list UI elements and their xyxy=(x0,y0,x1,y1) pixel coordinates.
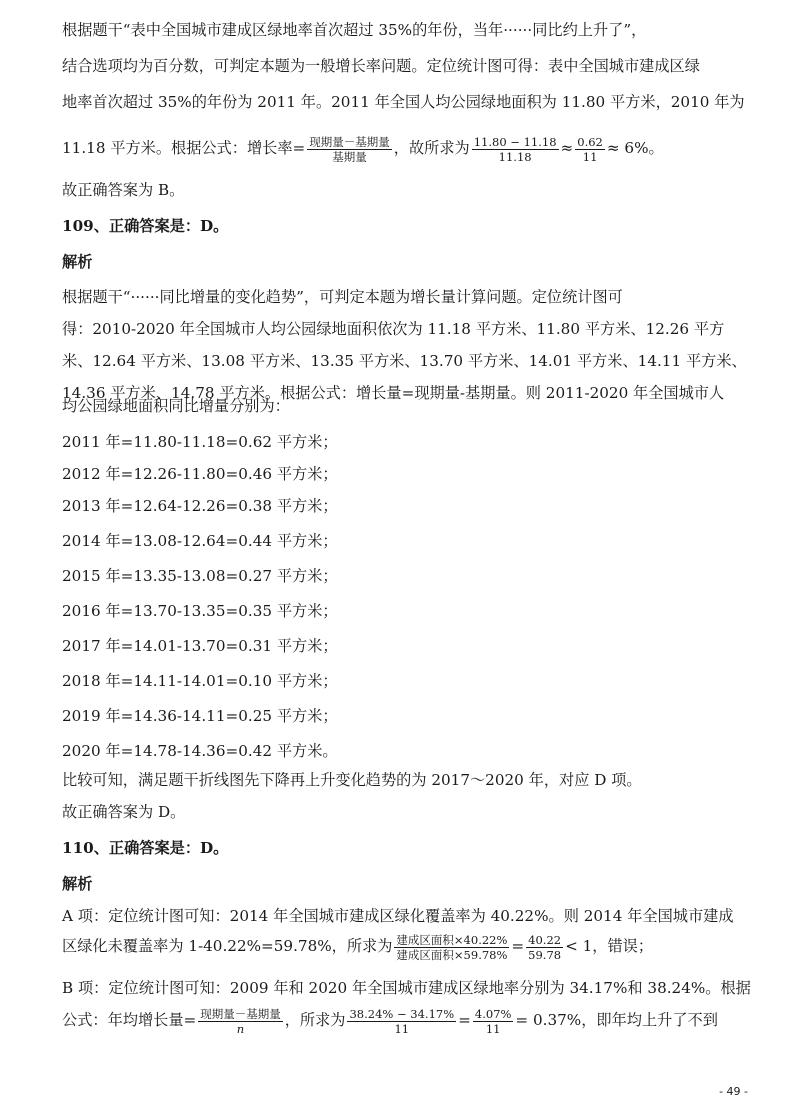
equals-sign: = xyxy=(511,937,525,955)
list-item: 2013 年=12.64-12.26=0.38 平方米； xyxy=(62,497,338,515)
paragraph-line: 比较可知，满足题干折线图先下降再上升变化趋势的为 2017～2020 年，对应 D 项。 xyxy=(62,771,642,789)
formula-text: 11.18 平方米。根据公式：增长率= xyxy=(62,139,306,157)
fraction-numerator: 现期量－基期量 xyxy=(309,134,390,149)
paragraph-line: 根据题干“表中全国城市建成区绿地率首次超过 35%的年份，当年······同比约上升了”， xyxy=(62,21,647,39)
formula-line xyxy=(62,930,653,962)
formula-line xyxy=(62,1004,718,1036)
result-text: = 0.37%，即年均上升了不到 xyxy=(515,1011,718,1029)
fraction-numerator: 40.22 xyxy=(528,932,562,947)
growth-rate-formula xyxy=(307,135,392,164)
result-text: < 1，错误； xyxy=(565,937,654,955)
fraction-numerator: 现期量－基期量 xyxy=(200,1006,281,1021)
list-item: 2018 年=14.11-14.01=0.10 平方米； xyxy=(62,672,338,690)
calc-fraction xyxy=(347,1007,456,1036)
fraction-denominator: 11.18 xyxy=(498,149,532,164)
paragraph-line: A 项：定位统计图可知：2014 年全国城市建成区绿化覆盖率为 40.22%。则 2014 年全国城市建成 xyxy=(62,907,734,925)
formula-text: 区绿化未覆盖率为 1-40.22%=59.78%，所求为 xyxy=(62,937,393,955)
paragraph-line: 米、12.64 平方米、13.08 平方米、13.35 平方米、13.70 平方米、14.01 平方米、14.11 平方米、 xyxy=(62,352,747,370)
equals-sign: = xyxy=(458,1011,471,1029)
fraction-numerator: 11.80 − 11.18 xyxy=(473,134,557,149)
formula-text: ，故所求为 xyxy=(393,139,470,157)
paragraph-line: 地率首次超过 35%的年份为 2011 年。2011 年全国人均公园绿地面积为 11.80 平方米，2010 年为 xyxy=(62,93,745,111)
paragraph-line: 均公园绿地面积同比增量分别为： xyxy=(62,397,290,415)
annual-increase-formula xyxy=(198,1007,283,1036)
answer-line: 故正确答案为 D。 xyxy=(62,803,186,821)
fraction-numerator: 0.62 xyxy=(577,134,603,149)
list-item: 2012 年=12.26-11.80=0.46 平方米； xyxy=(62,465,338,483)
calc-fraction xyxy=(472,135,559,164)
list-item: 2019 年=14.36-14.11=0.25 平方米； xyxy=(62,707,338,725)
fraction-numerator: 建成区面积×40.22% xyxy=(396,932,508,947)
fraction-numerator: 4.07% xyxy=(474,1006,512,1021)
paragraph-line: 得：2010-2020 年全国城市人均公园绿地面积依次为 11.18 平方米、11.80 平方米、12.26 平方 xyxy=(62,320,725,338)
page-number: - 49 - xyxy=(719,1085,748,1098)
list-item: 2015 年=13.35-13.08=0.27 平方米； xyxy=(62,567,338,585)
approx-sign: ≈ xyxy=(560,139,574,157)
question-heading: 110、正确答案是：D。 xyxy=(62,839,229,857)
fraction-denominator: 建成区面积×59.78% xyxy=(396,947,508,962)
formula-text: 公式：年均增长量= xyxy=(62,1011,197,1029)
list-item: 2020 年=14.78-14.36=0.42 平方米。 xyxy=(62,742,338,760)
list-item: 2016 年=13.70-13.35=0.35 平方米； xyxy=(62,602,338,620)
paragraph-line: 结合选项均为百分数，可判定本题为一般增长率问题。定位统计图可得：表中全国城市建成区绿 xyxy=(62,57,700,75)
question-heading: 109、正确答案是：D。 xyxy=(62,217,229,235)
list-item: 2017 年=14.01-13.70=0.31 平方米； xyxy=(62,637,338,655)
paragraph-line: 14.36 平方米、14.78 平方米。根据公式：增长量=现期量-基期量。则 2011-2020 年全国城市人 xyxy=(62,384,725,402)
analysis-label: 解析 xyxy=(62,875,93,893)
list-item: 2014 年=13.08-12.64=0.44 平方米； xyxy=(62,532,338,550)
calc-fraction xyxy=(526,933,563,962)
fraction-denominator: 基期量 xyxy=(332,149,367,164)
answer-line: 故正确答案为 B。 xyxy=(62,181,185,199)
fraction-denominator: 11 xyxy=(394,1021,410,1036)
result-text: ≈ 6%。 xyxy=(606,139,664,157)
calc-fraction xyxy=(575,135,605,164)
formula-line xyxy=(62,134,664,164)
paragraph-line: B 项：定位统计图可知：2009 年和 2020 年全国城市建成区绿地率分别为 34.17%和 38.24%。根据 xyxy=(62,979,751,997)
calc-fraction xyxy=(394,933,509,962)
paragraph-line: 根据题干“······同比增量的变化趋势”，可判定本题为增长量计算问题。定位统计图可 xyxy=(62,288,623,306)
fraction-denominator: 59.78 xyxy=(528,947,562,962)
calc-fraction xyxy=(473,1007,514,1036)
formula-text: ，所求为 xyxy=(284,1011,346,1029)
fraction-denominator: 11 xyxy=(485,1021,501,1036)
fraction-denominator: 11 xyxy=(582,149,598,164)
analysis-label: 解析 xyxy=(62,253,93,271)
fraction-denominator: n xyxy=(236,1021,245,1036)
fraction-numerator: 38.24% − 34.17% xyxy=(349,1006,455,1021)
list-item: 2011 年=11.80-11.18=0.62 平方米； xyxy=(62,433,338,451)
